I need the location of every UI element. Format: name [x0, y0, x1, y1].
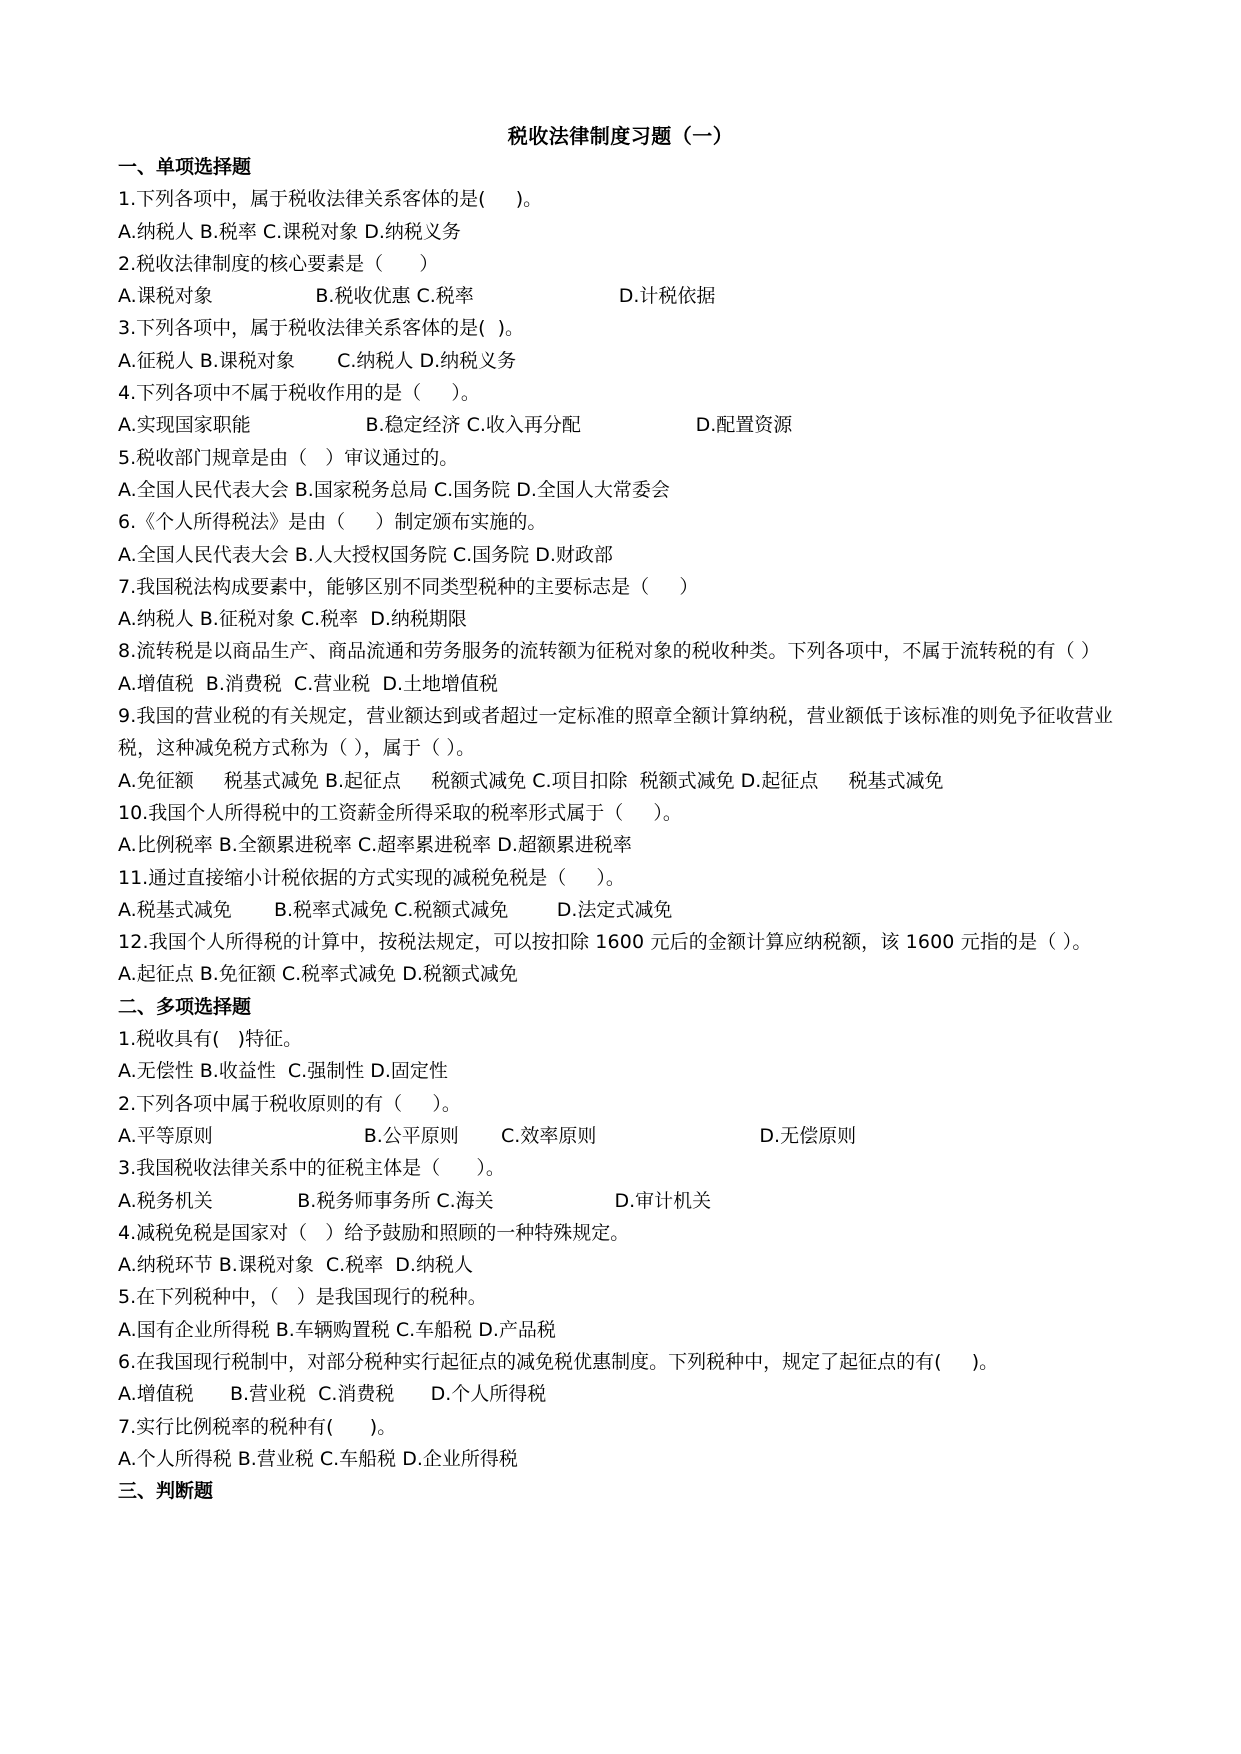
- question-line: 7.我国税法构成要素中，能够区别不同类型税种的主要标志是（ ）: [118, 575, 699, 598]
- section-heading-single-choice: 一、单项选择题: [118, 156, 252, 178]
- question-line: 9.我国的营业税的有关规定，营业额达到或者超过一定标准的照章全额计算纳税，营业额低于该标准的则免予征收营业税，这种减免税方式称为（ ），属于（ ）。: [118, 705, 1114, 760]
- options-line: A.增值税 B.消费税 C.营业税 D.土地增值税: [118, 672, 498, 695]
- document-title: 税收法律制度习题（一）: [507, 124, 734, 148]
- options-line: A.纳税人 B.税率 C.课税对象 D.纳税义务: [118, 220, 461, 243]
- options-line: A.税务机关 B.税务师事务所 C.海关 D.审计机关: [118, 1189, 712, 1212]
- question-line: 6.《个人所得税法》是由（ ）制定颁布实施的。: [118, 511, 547, 534]
- options-line: A.比例税率 B.全额累进税率 C.超率累进税率 D.超额累进税率: [118, 834, 632, 857]
- options-line: A.纳税人 B.征税对象 C.税率 D.纳税期限: [118, 608, 467, 631]
- options-line: A.实现国家职能 B.稳定经济 C.收入再分配 D.配置资源: [118, 414, 793, 437]
- options-line: A.无偿性 B.收益性 C.强制性 D.固定性: [118, 1060, 448, 1083]
- options-line: A.免征额 税基式减免 B.起征点 税额式减免 C.项目扣除 税额式减免 D.起征点 税基式减免: [118, 769, 944, 792]
- question-line: 10.我国个人所得税中的工资薪金所得采取的税率形式属于（ ）。: [118, 801, 682, 824]
- options-line: A.起征点 B.免征额 C.税率式减免 D.税额式减免: [118, 963, 518, 986]
- question-line: 2.税收法律制度的核心要素是（ ）: [118, 252, 439, 275]
- options-line: A.平等原则 B.公平原则 C.效率原则 D.无偿原则: [118, 1124, 857, 1147]
- question-line: 4.减税免税是国家对（ ）给予鼓励和照顾的一种特殊规定。: [118, 1221, 630, 1244]
- document-body: [118, 151, 1128, 1507]
- question-line: 1.税收具有( )特征。: [118, 1028, 303, 1051]
- question-line: 12.我国个人所得税的计算中，按税法规定，可以按扣除 1600 元后的金额计算应纳税额，该 1600 元指的是（ ）。: [118, 931, 1092, 954]
- question-line: 7.实行比例税率的税种有( )。: [118, 1415, 397, 1438]
- question-line: 5.在下列税种中，（ ）是我国现行的税种。: [118, 1286, 487, 1309]
- options-line: A.个人所得税 B.营业税 C.车船税 D.企业所得税: [118, 1447, 518, 1470]
- options-line: A.纳税环节 B.课税对象 C.税率 D.纳税人: [118, 1254, 473, 1277]
- section-heading-true-false: 三、判断题: [118, 1480, 214, 1503]
- question-line: 3.我国税收法律关系中的征税主体是（ ）。: [118, 1157, 505, 1180]
- options-line: A.增值税 B.营业税 C.消费税 D.个人所得税: [118, 1383, 547, 1406]
- question-line: 1.下列各项中，属于税收法律关系客体的是( )。: [118, 188, 543, 211]
- options-line: A.税基式减免 B.税率式减免 C.税额式减免 D.法定式减免: [118, 898, 673, 921]
- options-line: A.国有企业所得税 B.车辆购置税 C.车船税 D.产品税: [118, 1318, 556, 1341]
- question-line: 4.下列各项中不属于税收作用的是（ ）。: [118, 382, 480, 405]
- question-line: 2.下列各项中属于税收原则的有（ ）。: [118, 1092, 461, 1115]
- options-line: A.征税人 B.课税对象 C.纳税人 D.纳税义务: [118, 349, 517, 372]
- question-line: 8.流转税是以商品生产、商品流通和劳务服务的流转额为征税对象的税收种类。下列各项中，不属于流转税的有（ ）: [118, 640, 1101, 663]
- options-line: A.全国人民代表大会 B.国家税务总局 C.国务院 D.全国人大常委会: [118, 478, 670, 501]
- options-line: A.全国人民代表大会 B.人大授权国务院 C.国务院 D.财政部: [118, 543, 613, 566]
- question-line: 5.税收部门规章是由（ ）审议通过的。: [118, 446, 459, 469]
- section-heading-multiple-choice: 二、多项选择题: [118, 995, 252, 1018]
- question-line: 6.在我国现行税制中，对部分税种实行起征点的减免税优惠制度。下列税种中，规定了起征点的有( )。: [118, 1350, 999, 1373]
- question-line: 11.通过直接缩小计税依据的方式实现的减税免税是（ ）。: [118, 866, 625, 889]
- options-line: A.课税对象 B.税收优惠 C.税率 D.计税依据: [118, 285, 716, 308]
- question-line: 3.下列各项中，属于税收法律关系客体的是( )。: [118, 317, 525, 340]
